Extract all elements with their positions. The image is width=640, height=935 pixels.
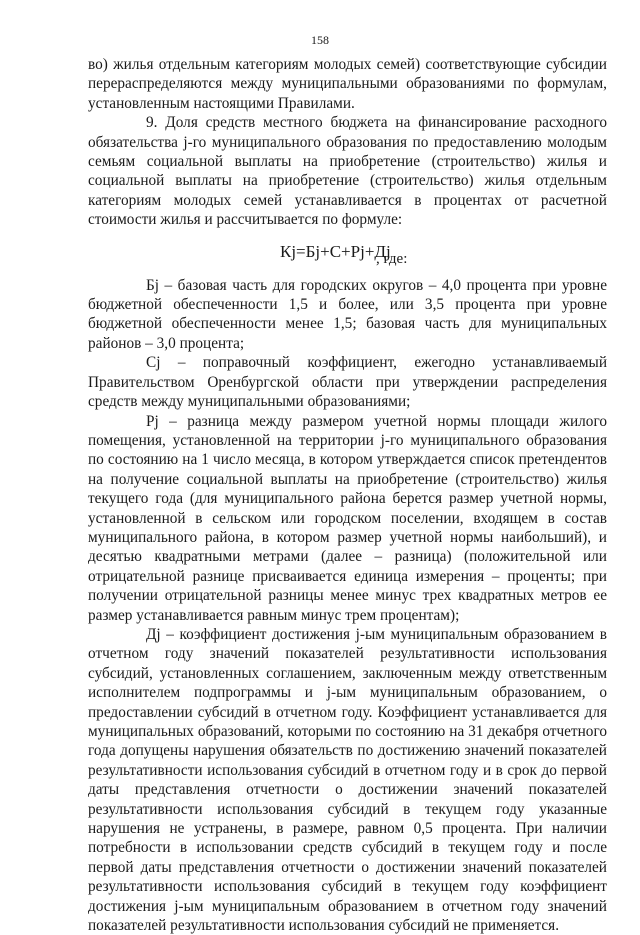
formula-where: , где: [376,250,408,267]
definition-bj: Бj – базовая часть для городских округов – 4,0 процента при уровне бюджетной обеспеченности 1,5 и более, или 3,5 процента при уровне бюджетной обеспеченности менее 1,5; базовая часть для муниципальных районов – 3,0 процента; [88,276,607,352]
paragraph-9: 9. Доля средств местного бюджета на финансирование расходного обязательства j-го муниципального образования по предоставлению молодым семьям социальной выплаты на приобретение (строительство) жилья и социальной выплаты на приобретение (строительство) жилья отдельным категориям молодых семей устанавливается в процентах от расчетной стоимости жилья и рассчитывается по формуле: [88,114,607,229]
page-number: 158 [311,33,329,47]
definition-dj: Дj – коэффициент достижения j-ым муниципальным образованием в отчетном году значений показателей результативности использования субсидий, установленных соглашением, заключенным между ответственным исполнителем подпрограммы и j-ым муниципальным образованием, о предоставлении субсидий в отчетном году. Коэффициент устанавливается для муниципальных образований, которыми по состоянию на 31 декабря отчетного года допущены нарушения обязательств по достижению значений показателей результативности использования субсидий в отчетном году и в срок до первой даты представления отчетности о достижении значений показателей результативности использования субсидий в текущем году указанные нарушения не устранены, в размере, равном 0,5 процента. При наличии потребности в использовании средств субсидий в текущем году и после первой даты представления отчетности о достижении значений показателей результативности использования субсидий в текущем году коэффициент достижения j-ым муниципальным образованием в отчетном году значений показателей результативности использования субсидий не применяется. [88,625,607,935]
definition-cj: Сj – поправочный коэффициент, ежегодно устанавливаемый Правительством Оренбургской области при утверждении распределения средств между муниципальными образованиями; [88,354,607,411]
definition-pj: Рj – разница между размером учетной нормы площади жилого помещения, установленной на территории j-го муниципального образования по состоянию на 1 число месяца, в котором утверждается список претендентов на получение социальной выплаты на приобретение (строительство) жилья текущего года (для муниципального района берется размер учетной нормы, установленной в сельском или городском поселении, входящем в состав муниципального района, в котором размер учетной нормы наибольший), и десятью квадратными метрами (далее – разница) (положительной или отрицательной разнице присваивается единица измерения – проценты; при получении отрицательной разницы менее минус трех квадратных метров ее размер устанавливается равным минус трем процентам); [88,412,607,624]
paragraph-continuation: во) жилья отдельным категориям молодых семей) соответствующие субсидии перераспределяются между муниципальными образованиями по формулам, установленным настоящими Правилами. [88,56,607,112]
formula [88,236,607,274]
document-body [88,55,607,935]
formula-expression: Кj=Бj+С+Рj+Дj [280,241,391,261]
